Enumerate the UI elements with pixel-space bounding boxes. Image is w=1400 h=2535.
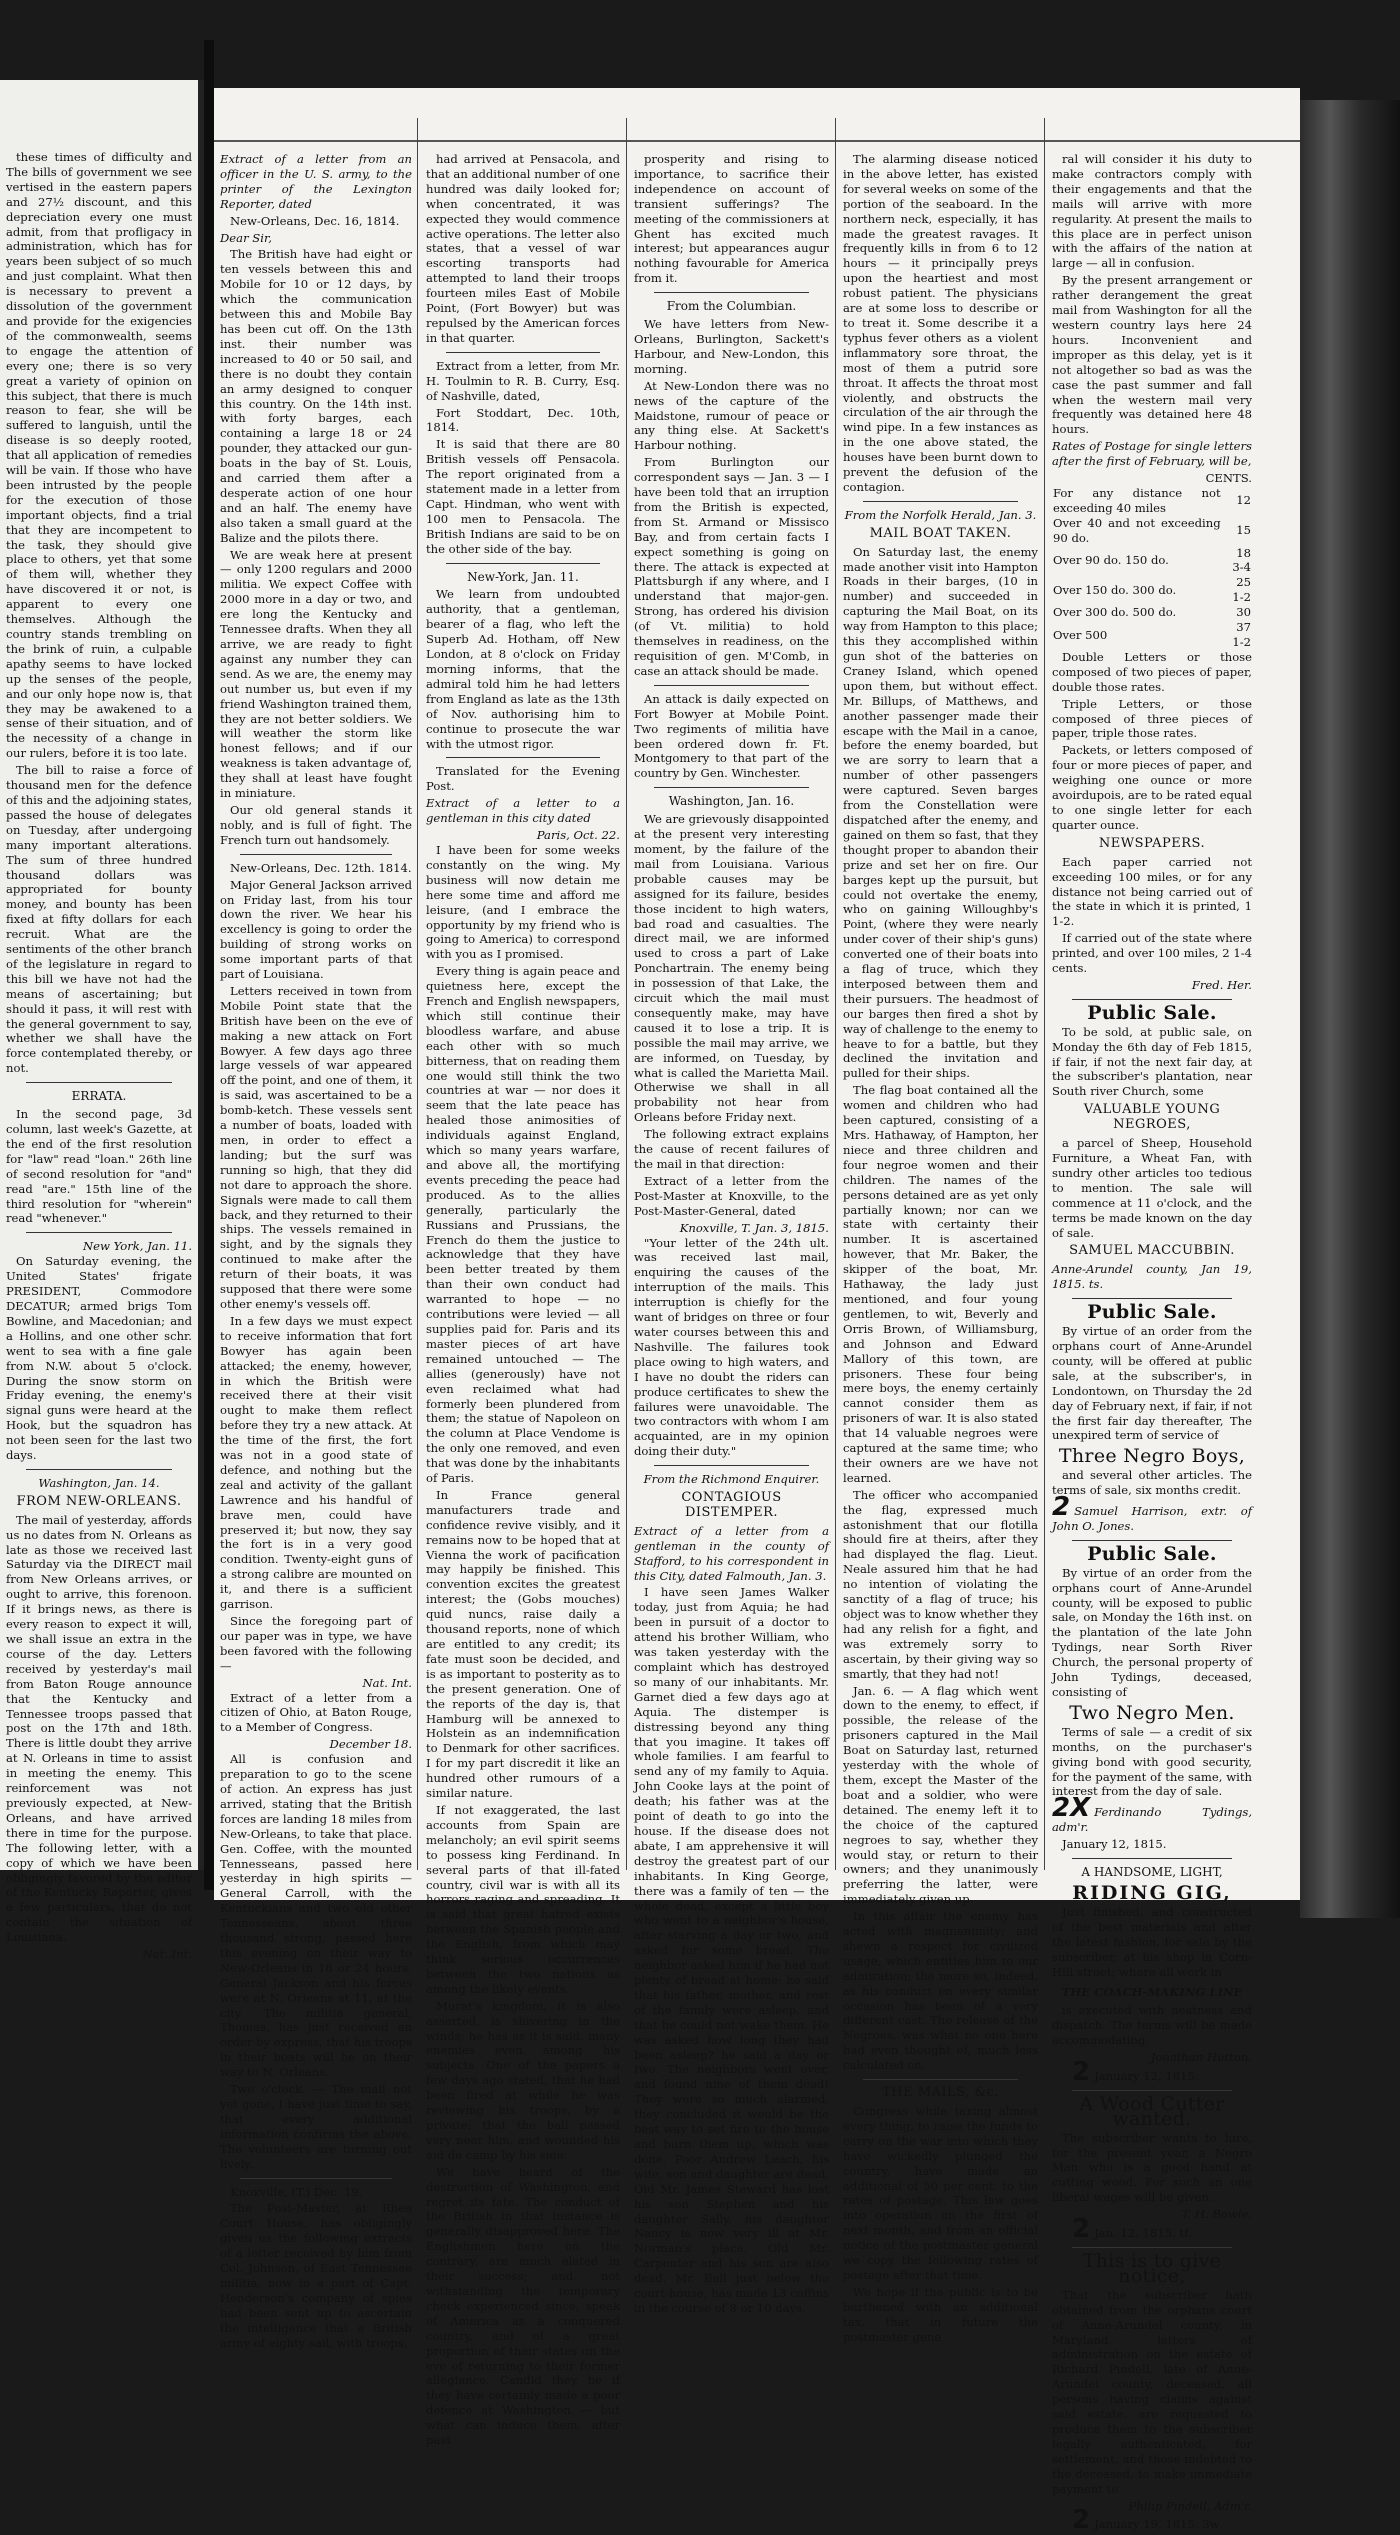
paragraph: We are grievously disappointed at the present very interesting moment, by the failure of the mail from Louisiana. Various probable causes may be assigned for its failure, besides those incident to high waters, bad road and casualties. The direct mail, we are informed used to cross a part of Lake Ponchartrain. The enemy being in possession of that Lake, the circuit which the mail must consequently make, may have caused it to lose a trip. It is possible the mail may arrive, we are informed, on Tuesday, by what is called the Marietta Mail. Otherwise we shall in all probability not hear from Orleans before Friday next.: [634, 812, 829, 1125]
newspaper-page: [214, 88, 1300, 2535]
dateline: Paris, Oct. 22.: [536, 828, 620, 843]
paragraph: Two o'clock. — The mail not yet gone, I have just time to say, that every additional information confirms the above. The volunteers are turning out lively.: [220, 2082, 412, 2171]
divider: [446, 352, 600, 353]
divider: [1072, 2090, 1232, 2091]
ad-signature: [1052, 1492, 1252, 1534]
handwritten-mark: 2: [1052, 1492, 1071, 1523]
ad-signature-text: Ferdinando Tydings, adm'r.: [1052, 1805, 1252, 1835]
ad-run-mark: 3w: [1202, 2517, 1220, 2532]
rate-label: Over 300 do. 500 do.: [1053, 605, 1177, 620]
dateline: December 18.: [329, 1737, 412, 1752]
ad-date-text: January 12, 1815.: [1094, 2068, 1199, 2083]
ad-signature: Philip Pindell, Adm'r.: [1128, 2498, 1252, 2513]
ad-date: [1052, 1262, 1252, 1292]
dateline: Knoxville, T. Jan. 3, 1815.: [679, 1220, 829, 1235]
section-heading: NEWSPAPERS.: [1098, 835, 1206, 851]
paragraph: Packets, or letters composed of four or more pieces of paper, and weighing one ounce or more avoirdupois, are to be rated equal to one single letter for each quarter ounce.: [1052, 743, 1252, 832]
rate-value: 25 1-2: [1232, 575, 1251, 605]
rates-title: Rates of Postage for single letters after the first of February, will be,: [1052, 439, 1252, 469]
ad-title: RIDING GIG,: [1072, 1881, 1232, 1904]
letter-intro: Extract of a letter to a gentleman in this city dated: [426, 796, 620, 826]
ad-text: That the subscriber hath obtained from the orphans court of Anne-Arundel county, in Maryland, letters of administration on the estate of Richard Pindell, late of Anne-Arundel county, deceased, all persons having claims against said estate, are requested to produce them to the subscriber legally authenticated, for settlement, and those indebted to the deceased, to make immediate payment to: [1052, 2287, 1252, 2496]
divider: [654, 787, 809, 788]
paragraph: Letters received in town from Mobile Point state that the British have been on the eve of making a new attack on Fort Bowyer. A few days ago three large vessels of war appeared off the point, and one of them, it is said, was ascertained to be a bomb-ketch. These vessels sent a number of boats, loaded with men, in order to effect a landing; but the surf was running so high, that they did not dare to approach the shore. Signals were made to call them back, and they returned to their ships. The vessels remained in sight, and by the signals they continued to make after the return of their boats, it was supposed that there were some other enemy's vessels off.: [220, 983, 412, 1311]
divider: [1072, 1858, 1232, 1859]
dateline: Fort Stoddart, Dec. 10th, 1814.: [426, 405, 620, 435]
ad-text: By virtue of an order from the orphans court of Anne-Arundel county, will be offered at public sale, at the subscriber's, in Londontown, on Thursday the 2d day of February next, if fair, if not the first fair day thereafter, The unexpired term of service of: [1052, 1324, 1252, 1443]
rate-value: 37 1-2: [1232, 620, 1251, 649]
section-heading: FROM NEW-ORLEANS.: [16, 1493, 182, 1509]
dateline: Knoxville, (T.) Dec. 19.: [230, 2184, 363, 2199]
errata-text: In the second page, 3d column, last week's Gazette, at the end of the first resolution for "law" read "loan." 26th line of second resolution for "and" read "are." 15th line of the third resolution for "wherein" read "whenever.": [6, 1107, 192, 1226]
handwritten-mark: 2: [1072, 2505, 1091, 2535]
paragraph: We have letters from New-Orleans, Burlington, Sackett's Harbour, and New-London, this morning.: [634, 317, 829, 376]
ad-run-mark: tf.: [1179, 2226, 1192, 2241]
paragraph: ral will consider it his duty to make contractors comply with their engagements and that the mails will arrive with more regularity. At present the mails to this place are in perfect unison with the affairs of the nation at large — all in confusion.: [1052, 152, 1252, 271]
handwritten-mark: 2X: [1052, 1793, 1091, 1824]
paragraph: If not exaggerated, the last accounts from Spain are melancholy; an evil spirit seems to possess king Ferdinand. In several parts of that ill-fated country, civil war is with all its horrors raging and spreading. It is said that great hatred exists between the Spanish people and the English, from which may think serious occurrences between the two nations as among the likely events.: [426, 1802, 620, 1996]
table-row: [1052, 620, 1252, 650]
ad-caps: VALUABLE YOUNG NEGROES,: [1083, 1102, 1221, 1133]
paragraph: Murat's kingdom, it is also asserted, is shivering in the winds; he has as it is said, many enemies even among his subjects. One of the papers a few days ago stated, that he had been fired at while he was reviewing his troops, by a private; that the ball passed very near him, and wounded his aid de camp by his side.: [426, 1998, 620, 2162]
dateline: Washington, Jan. 16.: [668, 794, 795, 809]
dateline: New-Orleans, Dec. 12th. 1814.: [230, 860, 412, 875]
letter-intro: Extract of a letter from an officer in the U. S. army, to the printer of the Lexington Reporter, dated: [220, 152, 412, 211]
rate-value: 12: [1236, 493, 1251, 508]
paragraph: All is confusion and preparation to go to the scene of action. An express has just arrived, stating that the British forces are landing 18 miles from New-Orleans, to take that place. Gen. Coffee, with the mounted Tennesseans, passed here yesterday in high spirits — General Carroll, with the Kentuckians and two old other Tennesseans, about three thousand strong, passed here this evening on their way to New-Orleans in 18 or 24 hours. General Jackson and his forces were at N. Orleans at 11, at the city. The militia general, Thomas, has just received an order by express, that his troops in their boats will be on their way to N. Orleans.: [220, 1752, 412, 2080]
paragraph: Extract of a letter from a citizen of Ohio, at Baton Rouge, to a Member of Congress.: [220, 1690, 412, 1735]
paragraph: We hope if the public is to be burthened with an additional tax, that in future the postmaster gene: [843, 2284, 1038, 2344]
divider: [863, 2079, 1018, 2080]
source-credit: Nat. Int.: [142, 1947, 192, 1962]
ad-caps: Three Negro Boys,: [1058, 1445, 1246, 1468]
paragraph: From Burlington our correspondent says — Jan. 3 — I have been told that an irruption from the British is expected, from St. Armand or Missisco Bay, and from certain facts I expect something is going on there. The attack is expected at Plattsburgh if any where, and I understand that major-gen. Strong, has ordered his division (of Vt. militia) to hold themselves in readiness, on the requisition of gen. M'Comb, in case an attack should be made.: [634, 455, 829, 678]
paragraph: Double Letters or those composed of two pieces of paper, double those rates.: [1052, 649, 1252, 694]
ad-title: Public Sale.: [1087, 1301, 1217, 1324]
paragraph: We have heard of the destruction of Washington, and regret its fate. The conduct of the British in that instance is generally disapproved here. The Englishmen here on the contrary, are much elated in their success; and, not withstanding the temporary check experienced since, speak of America as a conquered country, and of a great proportion of their states on the eve of returning to their former allegiance. Candid they be if they have certainly made a poor defence at Washington — but what can induce them, after past: [426, 2164, 620, 2448]
paragraph: The Post-Master, at Rhea Court House, has obligingly given us the following extracts of a letter received by him from Col. Johnson, of East Tennessee militia, now in a part of Capt. Henderson's company of spies had been sent up to ascertain the intelligence that a British army of eighty sail, with troops,: [220, 2201, 412, 2350]
ad-text: By virtue of an order from the orphans court of Anne-Arundel county, will be exposed to public sale, on Monday the 16th inst. on the plantation of the late John Tydings, near Sorth River Church, the personal property of John Tydings, deceased, consisting of: [1052, 1565, 1252, 1699]
ad-title: Public Sale.: [1087, 1542, 1217, 1565]
ad-text: The subscriber wants to hire, for the present year, a Negro Man who is a good hand at cutting wood. For such an one liberal wages will be given.: [1052, 2130, 1252, 2205]
divider: [1072, 1298, 1232, 1299]
paragraph: Since the foregoing part of our paper was in type, we have been favored with the following —: [220, 1614, 412, 1673]
divider: [240, 2178, 392, 2179]
ad-date-text: Anne-Arundel county, Jan 19, 1815.: [1052, 1262, 1252, 1292]
dateline: New York, Jan. 11.: [82, 1239, 192, 1254]
dateline: New-Orleans, Dec. 16, 1814.: [230, 213, 400, 228]
paragraph: In France general manufacturers trade and confidence revive visibly, and it remains now to be hoped that at Vienna the work of pacification may happily be finished. This convention excites the greatest interest; the (Gobs mouches) quid nuncs, raise daily a thousand reports, none of which are entitled to any credit; its fate must soon be decided, and is as important to posterity as to the present generation. One of the reports of the day is, that Hamburg will be annexed to Holstein as an indemnification to Denmark for other sacrifices. I for my part discredit it like an hundred other rumours of a similar nature.: [426, 1487, 620, 1801]
paragraph: Triple Letters, or those composed of three pieces of paper, triple those rates.: [1052, 696, 1252, 741]
paragraph: An attack is daily expected on Fort Bowyer at Mobile Point. Two regiments of militia have been ordered down fr. Ft. Montgomery to that part of the country by Gen. Winchester.: [634, 691, 829, 781]
rate-label: Over 40 and not exceeding 90 do.: [1053, 515, 1221, 545]
paragraph: If carried out of the state where printed, and over 100 miles, 2 1-4 cents.: [1052, 931, 1252, 976]
dateline: Washington, Jan. 14.: [38, 1475, 160, 1490]
rate-value: 18 3-4: [1232, 545, 1251, 575]
paragraph: The mail of yesterday, affords us no dates from N. Orleans as late as those we received last Saturday via the DIRECT mail from New Orleans arrives, or ought to arrive, this forenoon. If it brings news, as there is every reason to expect it will, we shall issue an extra in the course of the day. Letters received by yesterday's mail from Baton Rouge announce that the Kentucky and Tennessee troops passed that post on the 17th and 18th. There is little doubt they arrive at N. Orleans in time to assist in meeting the enemy. This reinforcement was not previously expected, at New-Orleans, and have arrived there in time for the purpose. The following letter, with a copy of which we have been obligingly favored by the editor of the Kentucky Reporter, gives a few particulars, that do not contain the situation of Louisiana.: [6, 1512, 192, 1945]
ad-signature: Jonathan Hutton.: [1150, 2050, 1252, 2065]
ad-date-text: Jan. 12, 1815.: [1094, 2226, 1176, 2241]
book-gutter: [204, 40, 214, 1890]
paragraph: The flag boat contained all the women and children who had been captured, consisting of a Mrs. Hathaway, of Hampton, her niece and three children and four negroe women and their children. The names of the persons detained are as yet only partially known; nor can we state with certainty their number. It is ascertained however, that Mr. Baker, the skipper of the boat, Mr. Hathaway, the lady just mentioned, and four young gentlemen, to wit, Beverly and Orris Brown, of Williamsburg, and Johnson and Edward Mallory of this town, are prisoners. These four being mere boys, the enemy certainly cannot consider them as prisoners of war. It is also stated that 14 valuable negroes were captured at the same time; who their owners are we have not learned.: [843, 1083, 1038, 1485]
section-heading: CONTAGIOUS DISTEMPER.: [681, 1490, 782, 1520]
left-facing-page: [0, 80, 204, 1962]
dateline: New-York, Jan. 11.: [467, 569, 579, 584]
errata-heading: ERRATA.: [71, 1089, 127, 1104]
divider: [1072, 1540, 1232, 1541]
ad-text: is executed with neatness and dispatch. The terms will be made accommodating.: [1052, 2003, 1252, 2048]
salutation: Dear Sir,: [220, 230, 272, 245]
ad-text: and several other articles. The terms of sale, six months credit.: [1052, 1468, 1252, 1498]
ad-text: Terms of sale — a credit of six months, on the purchaser's giving bond with good security, for the payment of the same, with interest from the day of sale.: [1052, 1724, 1252, 1799]
paragraph: At New-London there was no news of the capture of the Maidstone, rumour of peace or any thing else. At Sackett's Harbour nothing.: [634, 378, 829, 453]
section-heading: THE MAILS, &c.: [882, 2085, 999, 2101]
rate-label: Over 500: [1053, 627, 1108, 642]
handwritten-mark: 2: [1072, 2214, 1091, 2245]
paragraph: In a few days we must expect to receive information that fort Bowyer has again been attacked; the enemy, however, in which the British were received there at their visit ought to make them reflect before they try a new attack. At the time of the first, the fort was not in a good state of defence, and nothing but the zeal and activity of the gallant Lawrence and his handful of brave men, could have preserved it; but now, they say the fort is in a very good condition. Twenty-eight guns of a strong calibre are mounted on it, and there is a sufficient garrison.: [220, 1313, 412, 1612]
paragraph: We are weak here at present — only 1200 regulars and 2000 militia. We expect Coffee with 2000 more in a day or two, and ere long the Kentucky and Tennessee drafts. When they all arrive, we are ready to fight against any number they can send. As we are, the enemy may out number us, but even if my friend Washington trained them, they are not better soldiers. We will weather the storm like honest fellows; and if our weakness is taken advantage of, they shall at least have fought in miniature.: [220, 547, 412, 801]
section-source: From the Norfolk Herald, Jan. 3.: [844, 507, 1037, 522]
column-3: [634, 152, 829, 2315]
divider: [654, 685, 809, 686]
paragraph: It is said that there are 80 British vessels off Pensacola. The report originated from a statement made in a letter from Capt. Hindman, who went with 100 men to Pensacola. The British Indians are said to be on the other side of the bay.: [426, 437, 620, 556]
paragraph: By the present arrangement or rather derangement the great mail from Washington for all the western country lays here 24 hours. Inconvenient and improper as this delay, yet is it not altogether so bad as was the case the past summer and fall when the western mail very frequently was detained here 48 hours.: [1052, 273, 1252, 437]
column-1: [220, 152, 412, 2350]
ad-text: a parcel of Sheep, Household Furniture, a Wheat Fan, with sundry other articles too tedious to mention. The sale will commence at 11 o'clock, and the terms be made known on the day of sale.: [1052, 1136, 1252, 1240]
divider: [26, 1232, 172, 1233]
rate-value: 15: [1236, 523, 1251, 538]
paragraph: Jan. 6. — A flag which went down to the enemy, to effect, if possible, the release of the prisoners captured in the Mail Boat on Saturday last, returned yesterday with the whole of them, except the Master of the boat and a soldier, who were detained. The enemy left it to the choice of the captured negroes to say, whether they would stay, or return to their owners; and they unanimously preferring the latter, were immediately given up.: [843, 1683, 1038, 1907]
ad-title: This is to give notice,: [1082, 2250, 1222, 2287]
source-credit: Fred. Her.: [1191, 977, 1252, 992]
ad-signature: T. H. Bowie.: [1181, 2207, 1252, 2222]
rate-value: 30: [1236, 605, 1251, 620]
paragraph: On Saturday evening, the United States' frigate PRESIDENT, Commodore DECATUR; armed brigs Tom Bowline, and Macedonian; and a Hollins, and one other schr. went to sea with a fine gale from N.W. about 5 o'clock. During the snow storm on Friday evening, the enemy's signal guns were heard at the Hook, but the squadron has not been seen for the last two days.: [6, 1254, 192, 1463]
ad-signature: SAMUEL MACCUBBIN.: [1069, 1243, 1235, 1259]
column-rule: [417, 118, 418, 1870]
paragraph: prosperity and rising to importance, to sacrifice their independence on account of transient sufferings? The meeting of the commissioners at Ghent has excited much interest; but appearances augur nothing favourable for America from it.: [634, 152, 829, 286]
paragraph: Every thing is again peace and quietness here, except the French and English newspapers, which still continue their bloodless warfare, and abuse each other with so much bitterness, that on reading them one would still think the two countries at war — nor does it seem that the late peace has healed those animosities of individuals against England, which so many years warfare, and above all, the mortifying events preceding the peace had produced. As to the allies generally, particularly the Russians and Prussians, the French do them the justice to acknowledge that they have been better treated by them than their own conduct had warranted to hope — no contributions were levied — all supplies paid for. Paris and its master pieces of art have remained untouched — The allies (generously) have not even reclaimed what had formerly been plundered from them; the statue of Napoleon on the column at Place Vendome is the only one removed, and even that was done by the inhabitants of Paris.: [426, 964, 620, 1486]
divider: [26, 1082, 172, 1083]
source-credit: Nat. Int.: [362, 1675, 412, 1690]
divider: [863, 501, 1018, 502]
paragraph: The alarming disease noticed in the above letter, has existed for several weeks on some of the portion of the seaboard. In the northern neck, especially, it has made the greatest ravages. It frequently kills in from 6 to 12 hours — it principally preys upon the heartiest and most robust patient. The physicians are at some loss to describe or to treat it. Some describe it a typhus fever others as a violent inflammatory sore throat, the most of them a putrid sore throat. It affects the throat most violently, and obstructs the circulation of the air through the wind pipe. In a few instances as in the one above stated, the houses have been burnt down to prevent the defusion of the contagion.: [843, 152, 1038, 494]
column-4: [843, 152, 1038, 2344]
ad-date-text: January 19, 1815.: [1094, 2517, 1199, 2532]
rate-label: For any distance not exceeding 40 miles: [1053, 485, 1221, 515]
paragraph: these times of difficulty and The bills of government we see vertised in the eastern papers and 27½ discount, and this depreciation every one must admit, from that profligacy in administration, which has for years been subject of so much and just complaint. What then is necessary to prevent a dissolution of the government and provide for the exigencies of the commonwealth, seems to engage the attention of every one; there is so very great a variety of opinion on this subject, that there is much reason to fear, she will be suffered to languish, until the disease is so deeply rooted, that all application of remedies will be vain. If those who have been intrusted by the people for the execution of those important objects, find a trial that they are incompetent to the task, they should give place to others, yet that some of them will, whether they have discovered it or not, is apparent to every one themselves. Although the country stands trembling on the brink of ruin, a culpable apathy seems to have locked up the senses of the people, and our only hope now is, that they may be awakened to a sense of their situation, and of the necessity of a change in our rulers, before it is too late.: [6, 150, 192, 761]
divider: [446, 563, 600, 564]
left-column: [6, 150, 192, 1962]
ad-preheading: A HANDSOME, LIGHT,: [1081, 1865, 1223, 1880]
paragraph: Translated for the Evening Post.: [426, 764, 620, 794]
column-rule: [835, 118, 836, 1870]
paragraph: "Your letter of the 24th ult. was received last mail, enquiring the causes of the interruption of the mails. This interruption is chiefly for the want of bridges on three or four water courses between this and Nashville. The failures took place owing to high waters, and I have no doubt the riders can produce certificates to shew the failures were unavoidable. The two contractors with whom I am acquainted, are in my opinion doing their duty.": [634, 1235, 829, 1459]
ad-signature: [1052, 1793, 1252, 1835]
paragraph: On Saturday last, the enemy made another visit into Hampton Roads in their barges, (10 in number) and succeeded in capturing the Mail Boat, on its way from Hampton to this place; this they accomplished within gun shot of the batteries on Craney Island, which opened upon them, but without effect. Mr. Billups, of Matthews, and another passenger made their escape with the Mail in a canoe, before the enemy boarded, but we are sorry to learn that a number of other passengers were captured. Seven barges from the Constellation were dispatched after the enemy, and gained on them so fast, that they thought proper to abandon their prize and set her on fire. Our barges kept up the pursuit, but could not overtake the enemy, who on gaining Willoughby's Point, (where they were nearly under cover of their ship's guns) converted one of their boats into a flag of truce, which they interposed between them and their pursuers. The headmost of our barges then fired a shot by way of challenge to the enemy to heave to for a battle, but they declined the invitation and pulled for their ships.: [843, 544, 1038, 1081]
divider: [26, 1469, 172, 1470]
paragraph: Each paper carried not exceeding 100 miles, or for any distance not being carried out of the state in which it is printed, 1 1-2.: [1052, 854, 1252, 929]
paragraph: Our old general stands it nobly, and is full of fight. The French turn out handsomely.: [220, 802, 412, 847]
table-row: [1052, 546, 1252, 576]
section-heading: From the Columbian.: [666, 299, 797, 314]
column-rule: [1044, 118, 1045, 1870]
paragraph: The officer who accompanied the flag, expressed much astonishment that our flotilla should fire at theirs, after they had displayed the flag. Lieut. Neale assured him that he had no intention of violating the sanctity of a flag of truce; his object was to know whether they had any relish for a fight, and was extremely sorry to ascertain, by their giving way so smartly, that they had not!: [843, 1487, 1038, 1681]
paragraph: Extract of a letter from the Post-Master at Knoxville, to the Post-Master-General, dated: [634, 1173, 829, 1218]
ad-text: To be sold, at public sale, on Monday the 6th day of Feb 1815, if fair, if not the next fair day, at the subscriber's plantation, near South river Church, some: [1052, 1024, 1252, 1099]
paragraph: The bill to raise a force of thousand men for the defence of this and the adjoining states, passed the house of delegates on Tuesday, after undergoing many important alterations. The sum of three hundred thousand dollars was appropriated for bounty money, and bounty has been fixed at fifty dollars for each recruit. What are the sentiments of the other branch of the legislature in regard to this bill we have not had the means of ascertaining; but should it pass, it will rest with the general government to say, whether we shall have the force contemplated thereby, or not.: [6, 763, 192, 1076]
ad-run-mark: ts.: [1088, 1277, 1104, 1292]
section-heading: MAIL BOAT TAKEN.: [869, 525, 1012, 541]
divider: [654, 1465, 809, 1466]
paragraph: Major General Jackson arrived on Friday last, from his tour down the river. We hear his excellency is going to order the building of strong works on some important parts of that part of Louisiana.: [220, 877, 412, 982]
ad-title: Public Sale.: [1087, 1001, 1217, 1024]
ad-caps: Two Negro Men.: [1069, 1701, 1235, 1724]
paragraph: Extract from a letter, from Mr. H. Toulmin to R. B. Curry, Esq. of Nashville, dated,: [426, 358, 620, 403]
divider: [240, 854, 392, 855]
paragraph: The British have had eight or ten vessels between this and Mobile for 10 or 12 days, by which the communication between this and Mobile Bay has been cut off. On the 13th inst. their number was increased to 40 or 50 sail, and there is no doubt they contain an army designed to conquer this country. On the 14th inst. with forty barges, each containing a large 18 or 24 pounder, they attacked our gun-boats in the bay of St. Louis, and carried them after a desperate action of one hour and an half. The enemy have also taken a small guard at the Balize and the pilots there.: [220, 247, 412, 545]
paragraph: Congress while taxing almost every thing, to raise the funds to carry on the war into which they have wickedly plunged the country, have made an additional of 50 per cent. to the rates of postage. This law goes into operation on the first of next month, and from an official notice of the postmaster general we copy the following rates of postage after that time.: [843, 2104, 1038, 2282]
table-row: [1052, 605, 1252, 620]
paragraph: I have been for some weeks constantly on the wing. My business will now detain me here some time and afford me leisure, (and I embrace the opportunity by my friend who is going to America) to correspond with you as I promised.: [426, 842, 620, 962]
rates-cents-label: CENTS.: [1205, 471, 1252, 486]
table-row: [1052, 575, 1252, 605]
paragraph: In this affair the enemy has acted with magnanimity; and shewn a respect for civilized usage, which entitles him to our admiration; the more so, indeed, as his conduct on every similar occasion has been of a very different cast. The release of the Negroes, was what no one here had even thought of, much less calculated on.: [843, 1909, 1038, 2073]
divider: [1072, 999, 1232, 1000]
column-2: [426, 152, 620, 2448]
header-rule: [214, 140, 1300, 142]
section-source: From the Richmond Enquirer.: [643, 1472, 820, 1487]
divider: [1072, 2247, 1232, 2248]
ad-text: Just finished, and constructed of the best materials and after the latest fashion, for sale by the subscriber, at his shop in Corn-Hill street; where all work in: [1052, 1904, 1252, 1979]
ad-caps: THE COACH-MAKING LINE: [1061, 1985, 1243, 2000]
paragraph: The following extract explains the cause of recent failures of the mail in that direction:: [634, 1127, 829, 1171]
rate-label: Over 90 do. 150 do.: [1053, 553, 1169, 568]
divider: [654, 292, 809, 293]
divider: [446, 757, 600, 758]
column-5: [1052, 152, 1252, 2535]
ad-signature-text: Samuel Harrison, extr. of John O. Jones.: [1052, 1504, 1252, 1533]
paragraph: had arrived at Pensacola, and that an additional number of one hundred was daily looked for; when concentrated, it was expected they would commence active operations. The letter also states, that a vessel of war escorting transports had attempted to land their troops fourteen miles East of Mobile Point, (Fort Bowyer) but was repulsed by the American forces in that quarter.: [426, 152, 620, 345]
rate-label: Over 150 do. 300 do.: [1053, 582, 1177, 597]
handwritten-mark: 2: [1072, 2056, 1091, 2087]
table-row: [1052, 516, 1252, 546]
paragraph: We learn from undoubted authority, that a gentleman, bearer of a flag, who left the Superb Ad. Hotham, off New London, at 8 o'clock on Friday morning informs, that the admiral told him he had letters from England as late as the 13th of Nov. authorising him to continue to prosecute the war with the utmost rigor.: [426, 587, 620, 751]
postage-rates-table: [1052, 486, 1252, 650]
book-page-edges: [1300, 100, 1400, 1918]
letter-intro: Extract of a letter from a gentleman in the county of Stafford, to his correspondent in this City, dated Falmouth, Jan. 3.: [634, 1523, 829, 1583]
table-row: [1052, 486, 1252, 516]
column-rule: [626, 118, 627, 1870]
ad-date: January 12, 1815.: [1062, 1837, 1167, 1852]
paragraph: I have seen James Walker today, just from Aquia; he had been in pursuit of a doctor to attend his brother William, who was taken yesterday with the complaint which has destroyed so many of our inhabitants. Mr. Garnet died a few days ago at Aquia. The distemper is distressing beyond any thing that you imagine. It takes off whole families. I am fearful to send any of my family to Aquia. John Cooke lays at the point of death; his father was at the point of death to go into the house. If the disease does not abate, I am apprehensive it will destroy the greatest part of our inhabitants. In King George, there was a family of ten — the whole dead, except a little boy who went to a neighbor's house, after starving a day or two, and asked for some bread. The neighbor asked him if he had not plenty of bread at home; he said that his father, mother, and rest of the family were asleep, and that he could not wake them. He was asked how long they had been asleep? he said a day or two. The neighbors went over, and found nine of them dead! They were so much alarmed, they concluded it would be the best way to set fire to the house and burn them up; which was done. Poor Andrew Leach, his wife, son and daughter are dead. Old Mr. James Steward has lost his son Stephen and his daughter Sally, his daughter Nancy is now very ill at Mr. Norman's place. Old Mr. Carpenter and his son are also dead. Mr. Ball just below the court-house, has made 13 coffins in the course of 8 or 10 days.: [634, 1585, 829, 2315]
ad-title: A Wood Cutter wanted.: [1079, 2092, 1225, 2130]
